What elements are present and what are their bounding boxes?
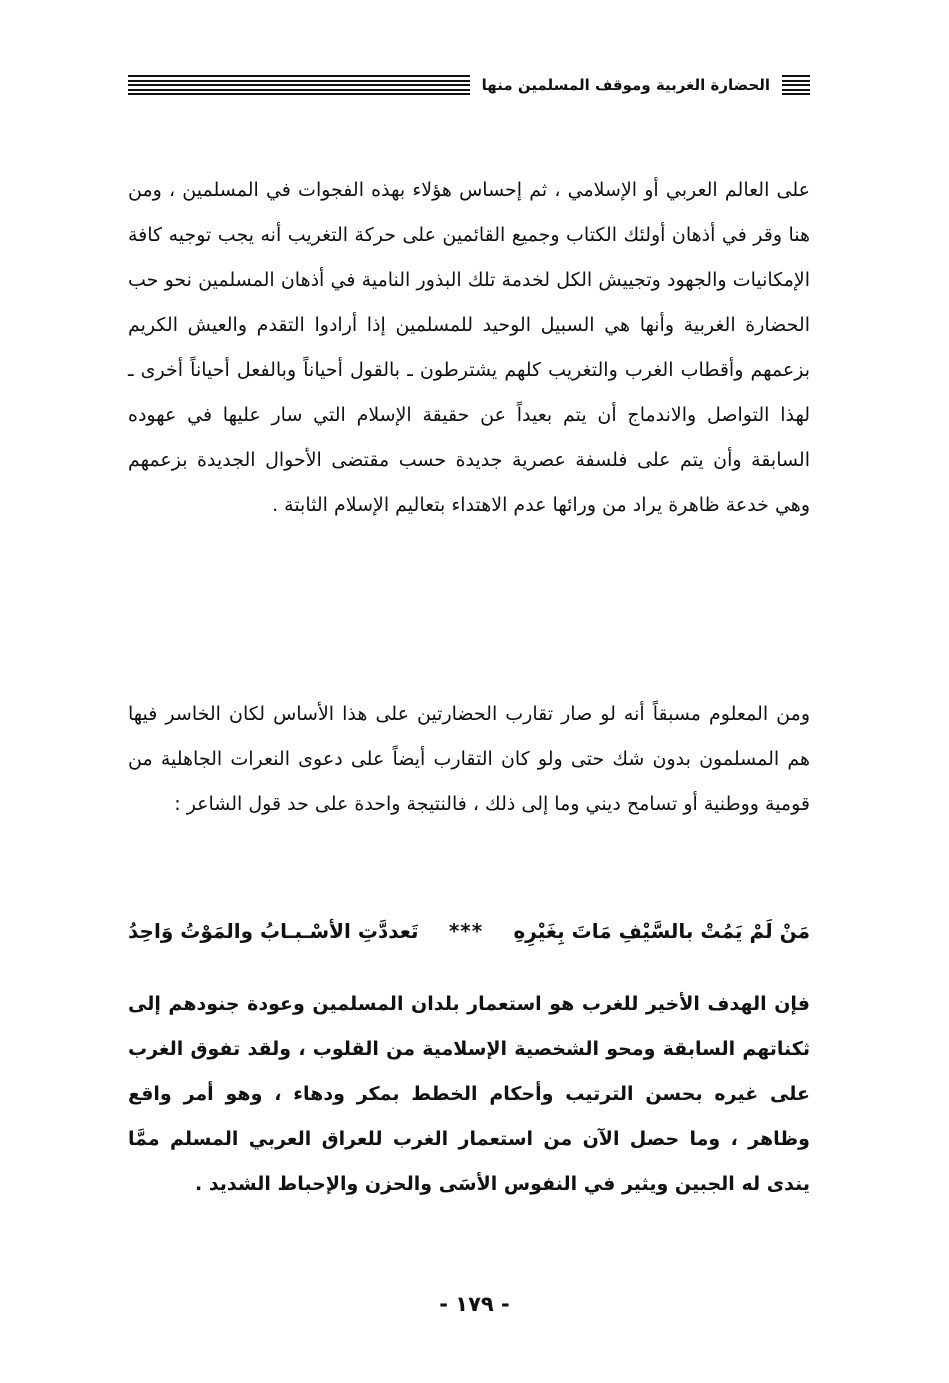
page-number: - ١٧٩ -: [439, 1292, 510, 1316]
poem-separator: ***: [448, 919, 484, 943]
poem-second-hemistich: تَعددَّتِ الأسْـبـابُ والمَوْتُ وَاحِدُ: [128, 919, 419, 943]
header-rule-left: [128, 75, 470, 95]
running-header: [128, 68, 810, 102]
header-title: الحضارة الغربية وموقف المسلمين منها: [481, 76, 770, 94]
paragraph-2: ومن المعلوم مسبقاً أنه لو صار تقارب الحضارتين على هذا الأساس لكان الخاسر فيها هم المسلمون بدون شك حتى ولو كان التقارب أيضاً على دعوى النعرات الجاهلية من قومية ووطنية أو تسامح ديني وما إلى ذلك ، فالنتيجة واحدة على حد قول الشاعر :: [128, 703, 810, 815]
header-rule-right: [782, 75, 810, 95]
poem-verse: [128, 908, 810, 954]
poem-first-hemistich: مَنْ لَمْ يَمُتْ بالسَّيْفِ مَاتَ بِغَيْرِهِ: [513, 919, 810, 943]
paragraph-1: على العالم العربي أو الإسلامي ، ثم إحساس هؤلاء بهذه الفجوات في المسلمين ، ومن هنا وقر في أذهان أولئك الكتاب وجميع القائمين على حركة التغريب أنه يجب توجيه كافة الإمكانيات والجهود وتجييش الكل لخدمة تلك البذور النامية في أذهان المسلمين نحو حب الحضارة الغربية وأنها هي السبيل الوحيد للمسلمين إذا أرادوا التقدم والعيش الكريم بزعمهم وأقطاب الغرب والتغريب كلهم يشترطون ـ بالقول أحياناً وبالفعل أحياناً أخرى ـ لهذا التواصل والاندماج أن يتم بعيداً عن حقيقة الإسلام التي سار عليها في عهوده السابقة وأن يتم على فلسفة عصرية جديدة حسب مقتضى الأحوال الجديدة بزعمهم وهي خدعة ظاهرة يراد من ورائها عدم الاهتداء بتعاليم الإسلام الثابتة .: [128, 179, 810, 516]
paragraph-3: فإن الهدف الأخير للغرب هو استعمار بلدان المسلمين وعودة جنودهم إلى ثكناتهم السابقة ومحو الشخصية الإسلامية من القلوب ، ولقد تفوق الغرب على غيره بحسن الترتيب وأحكام الخطط بمكر ودهاء ، وهو أمر واقع وظاهر ، وما حصل الآن من استعمار الغرب للعراق العربي المسلم ممَّا يندى له الجبين ويثير في النفوس الأسَى والحزن والإحباط الشديد .: [128, 993, 810, 1195]
